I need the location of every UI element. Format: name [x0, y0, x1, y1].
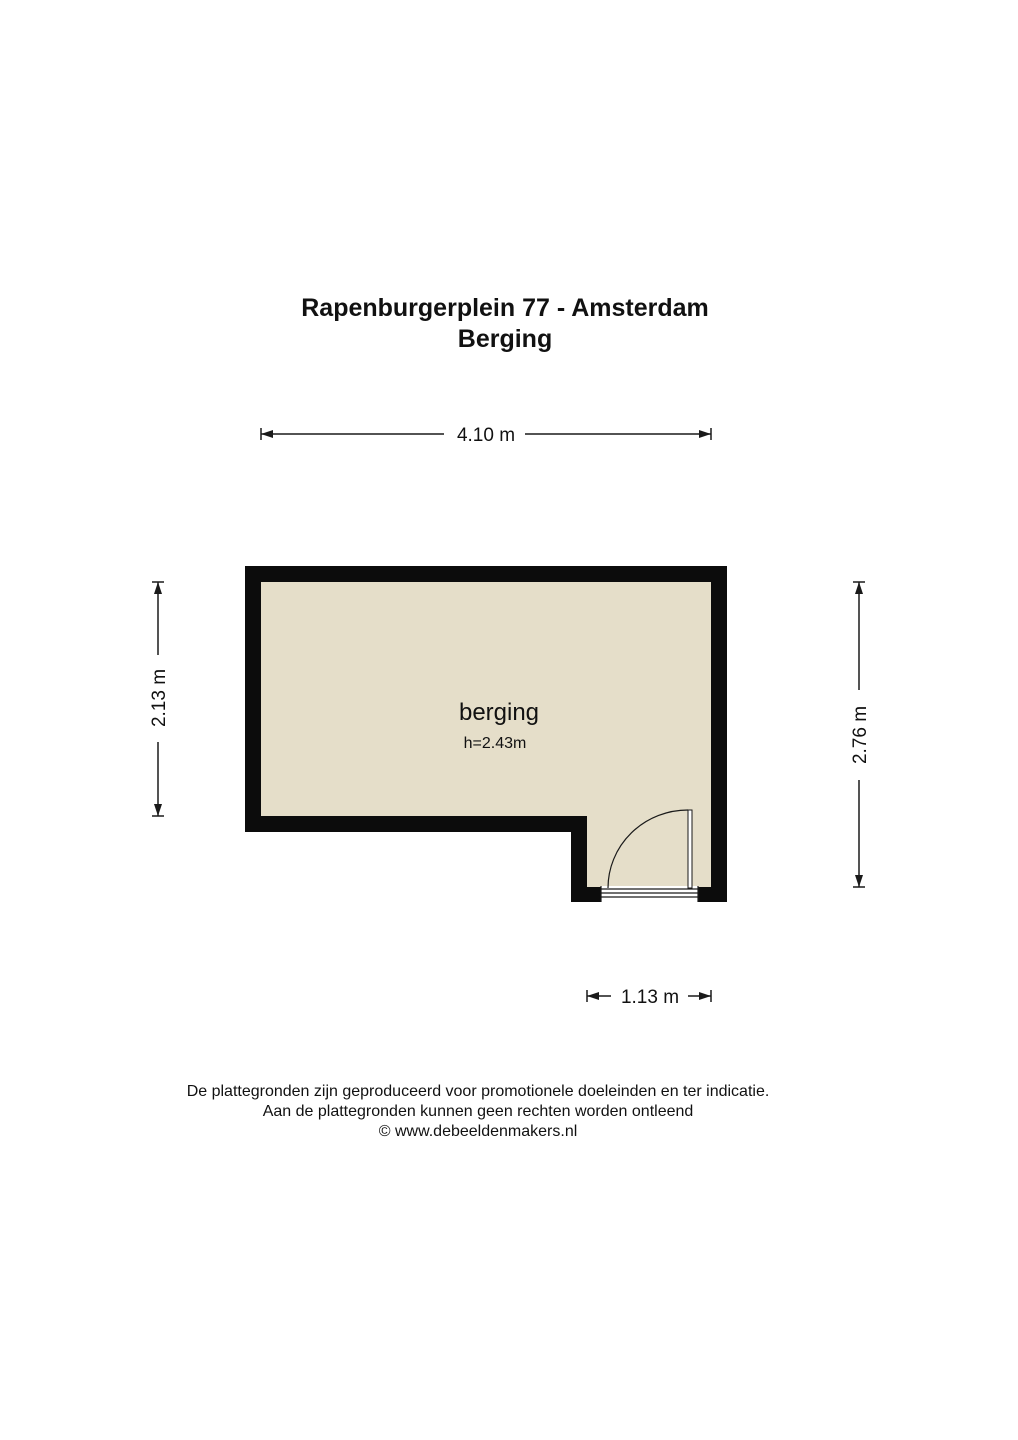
disclaimer-line: De plattegronden zijn geproduceerd voor promotionele doeleinden en ter indicatie. — [186, 1083, 770, 1100]
room-label: berging — [458, 699, 540, 726]
disclaimer-line: Aan de plattegronden kunnen geen rechten worden ontleend — [262, 1103, 694, 1120]
floor-title: Berging — [457, 325, 553, 353]
disclaimer — [0, 1082, 956, 1142]
dimension-right-label: 2.76 m — [850, 705, 871, 765]
dimension-top-label: 4.10 m — [456, 425, 516, 446]
dimension-left-label: 2.13 m — [149, 668, 170, 728]
copyright-line: © www.debeeldenmakers.nl — [378, 1123, 578, 1140]
door-leaf — [688, 810, 692, 888]
room-height-label: h=2.43m — [463, 735, 527, 752]
address-title: Rapenburgerplein 77 - Amsterdam — [301, 294, 709, 322]
dimension-bottom-label: 1.13 m — [620, 987, 680, 1008]
